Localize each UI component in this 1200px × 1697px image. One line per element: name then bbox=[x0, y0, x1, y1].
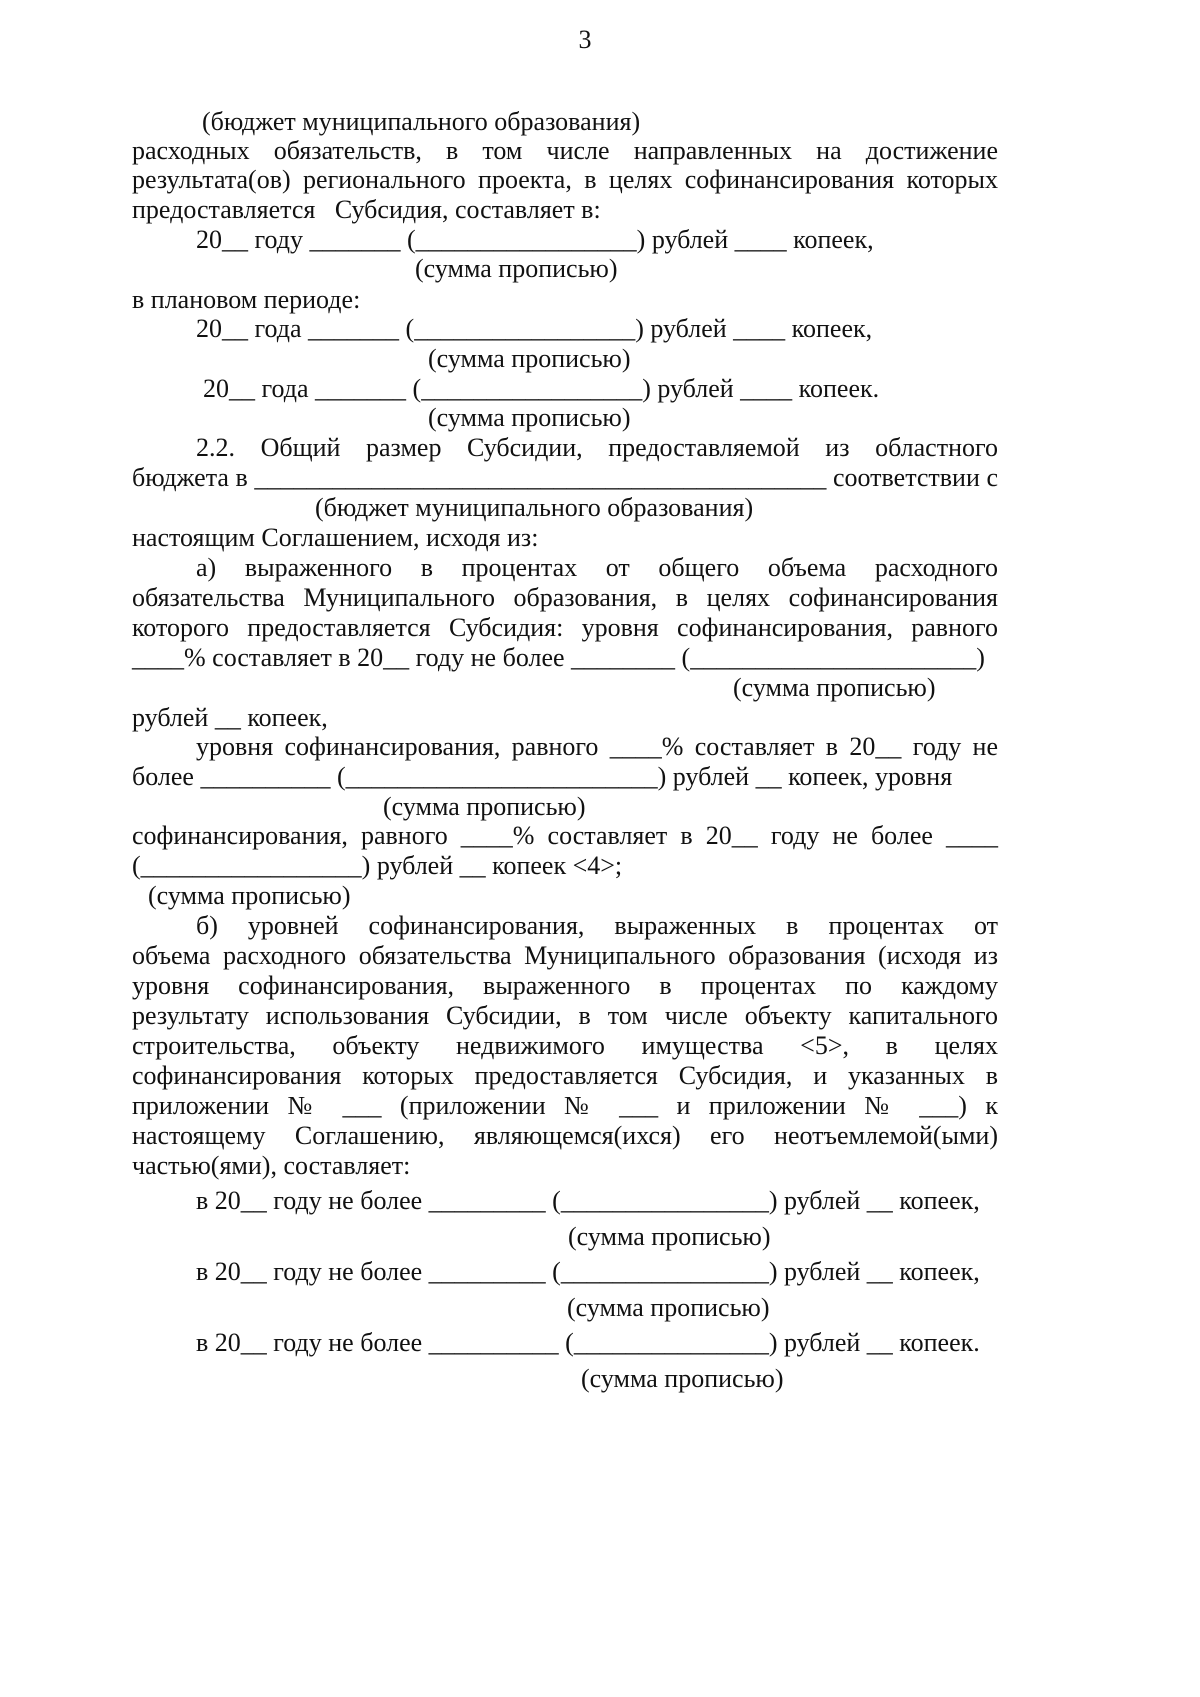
text-line: (сумма прописью) bbox=[581, 1364, 784, 1393]
text-line: рублей __ копеек, bbox=[132, 703, 328, 732]
text-line: (сумма прописью) bbox=[148, 881, 351, 910]
text-line: уровня софинансирования, выраженного в процентах по каждому bbox=[132, 971, 998, 1000]
text-line: приложении № ___ (приложении № ___ и приложении № ___) к bbox=[132, 1091, 998, 1120]
text-line: ____% составляет в 20__ году не более ________ (______________________) bbox=[132, 643, 985, 672]
text-line: в 20__ году не более _________ (________________) рублей __ копеек, bbox=[196, 1186, 980, 1215]
text-line: (сумма прописью) bbox=[415, 254, 618, 283]
text-line: в 20__ году не более _________ (________________) рублей __ копеек, bbox=[196, 1257, 980, 1286]
text-line: (сумма прописью) bbox=[428, 403, 631, 432]
text-line: (бюджет муниципального образования) bbox=[202, 107, 641, 136]
text-line: уровня софинансирования, равного ____% составляет в 20__ году не bbox=[196, 732, 998, 761]
text-line: предоставляется Субсидия, составляет в: bbox=[132, 195, 601, 224]
text-line: 2.2. Общий размер Субсидии, предоставляемой из областного bbox=[196, 433, 998, 462]
text-line: а) выраженного в процентах от общего объема расходного bbox=[196, 553, 998, 582]
text-line: 20__ года _______ (_________________) рублей ____ копеек, bbox=[196, 314, 873, 343]
page-number: 3 bbox=[578, 25, 592, 54]
text-line: настоящему Соглашению, являющемся(ихся) его неотъемлемой(ыми) bbox=[132, 1121, 998, 1150]
text-line: (сумма прописью) bbox=[567, 1293, 770, 1322]
text-line: 20__ года _______ (_________________) рублей ____ копеек. bbox=[203, 374, 880, 403]
text-line: результату использования Субсидии, в том числе объекту капитального bbox=[132, 1001, 998, 1030]
text-line: строительства, объекту недвижимого имущества <5>, в целях bbox=[132, 1031, 998, 1060]
text-line: в плановом периоде: bbox=[132, 285, 361, 314]
text-line: (сумма прописью) bbox=[383, 792, 586, 821]
text-line: б) уровней софинансирования, выраженных в процентах от bbox=[196, 911, 998, 940]
text-line: частью(ями), составляет: bbox=[132, 1151, 411, 1180]
text-line: (сумма прописью) bbox=[568, 1222, 771, 1251]
text-line: результата(ов) регионального проекта, в целях софинансирования которых bbox=[132, 165, 998, 194]
text-line: (сумма прописью) bbox=[428, 344, 631, 373]
text-line: 20__ году _______ (_________________) рублей ____ копеек, bbox=[196, 225, 874, 254]
text-line: более __________ (________________________) рублей __ копеек, уровня bbox=[132, 762, 953, 791]
text-line: (сумма прописью) bbox=[733, 673, 936, 702]
text-line: которого предоставляется Субсидия: уровня софинансирования, равного bbox=[132, 613, 998, 642]
text-line: бюджета в ____________________________________________ соответствии с bbox=[132, 463, 998, 492]
text-line: (_________________) рублей __ копеек <4>; bbox=[132, 851, 623, 880]
text-line: софинансирования которых предоставляется Субсидия, и указанных в bbox=[132, 1061, 998, 1090]
text-line: настоящим Соглашением, исходя из: bbox=[132, 523, 539, 552]
text-line: расходных обязательств, в том числе направленных на достижение bbox=[132, 136, 998, 165]
text-line: в 20__ году не более __________ (_______________) рублей __ копеек. bbox=[196, 1328, 980, 1357]
text-line: (бюджет муниципального образования) bbox=[315, 493, 754, 522]
text-line: обязательства Муниципального образования, в целях софинансирования bbox=[132, 583, 998, 612]
text-line: софинансирования, равного ____% составляет в 20__ году не более ____ bbox=[132, 821, 998, 850]
text-line: объема расходного обязательства Муниципального образования (исходя из bbox=[132, 941, 998, 970]
